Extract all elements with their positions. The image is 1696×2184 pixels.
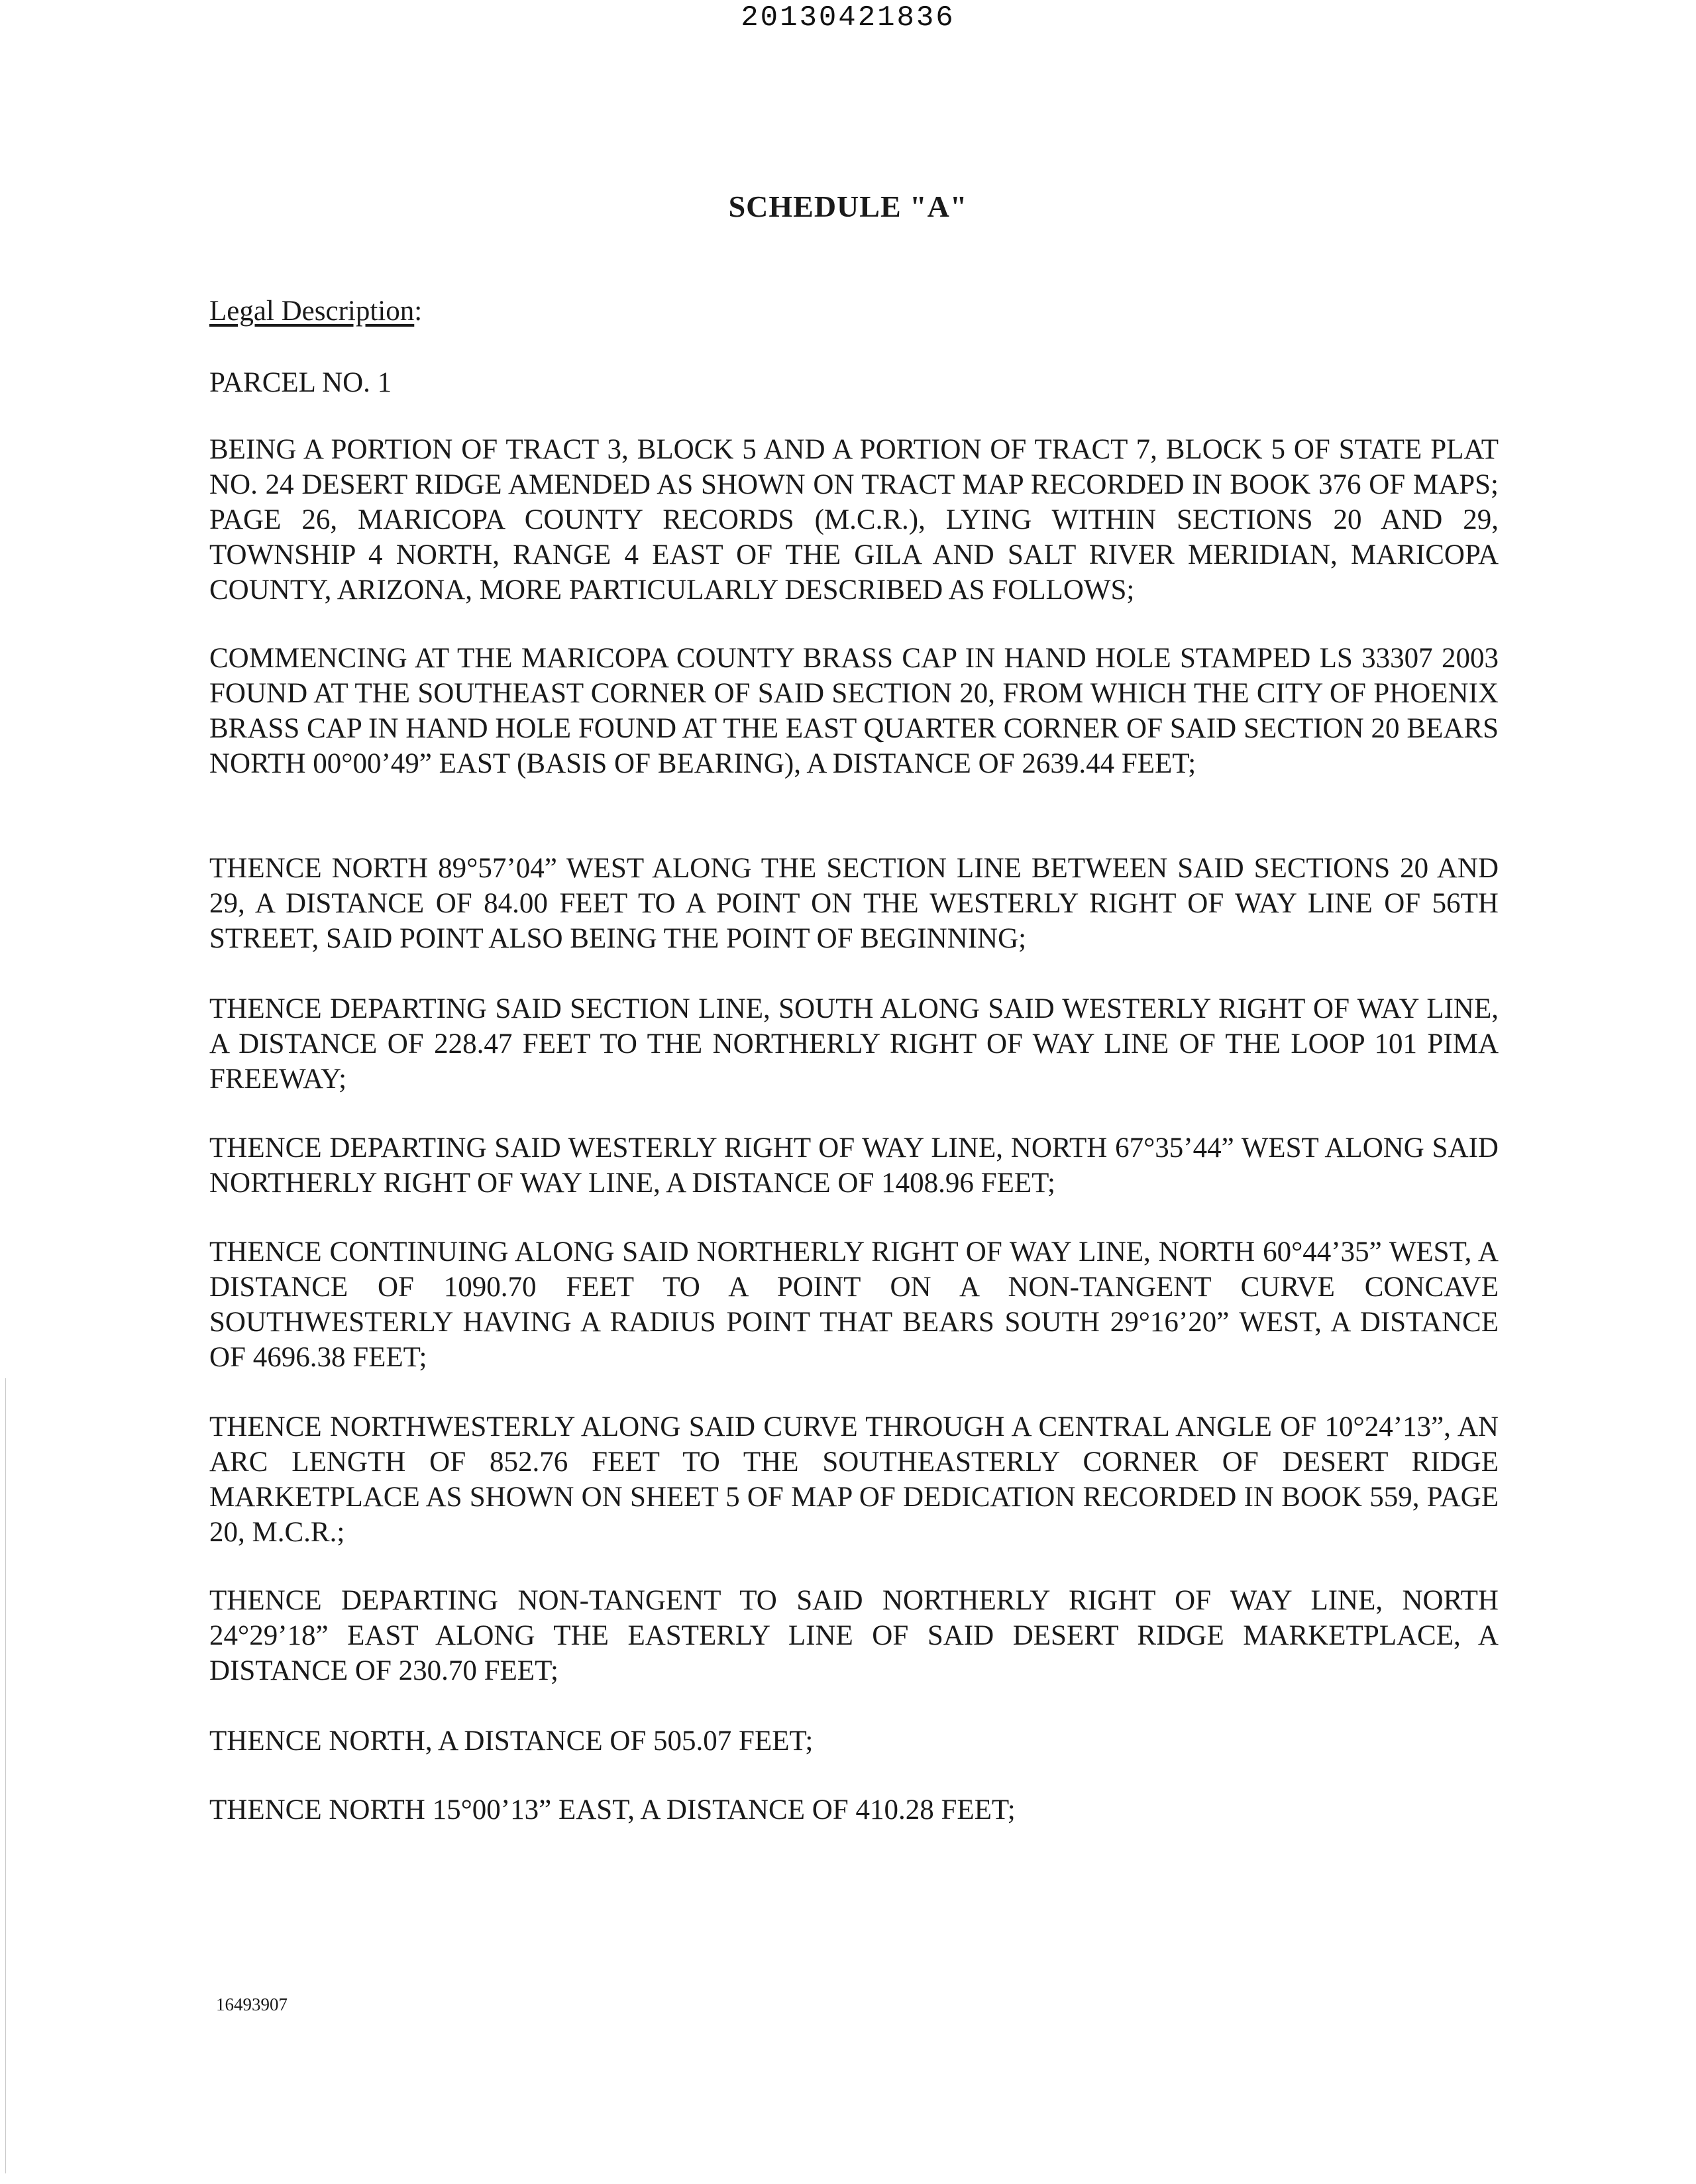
legal-description-colon: : [414, 296, 423, 327]
recording-number: 20130421836 [741, 1, 955, 34]
legal-description-text: Legal Description [209, 296, 415, 327]
paragraph-intro: BEING A PORTION OF TRACT 3, BLOCK 5 AND A PORTION OF TRACT 7, BLOCK 5 OF STATE PLAT NO. 24 DESERT RIDGE AMENDED AS SHOWN ON TRACT MAP RECORDED IN BOOK 376 OF MAPS; PAGE 26, MARICOPA COUNTY RECORDS (M.C.R.), LYING WITHIN SECTIONS 20 AND 29, TOWNSHIP 4 NORTH, RANGE 4 EAST OF THE GILA AND SALT RIVER MERIDIAN, MARICOPA COUNTY, ARIZONA, MORE PARTICULARLY DESCRIBED AS FOLLOWS; [209, 434, 1499, 606]
legal-description-label [209, 295, 422, 327]
paragraph-course-1: THENCE NORTH 89°57’04” WEST ALONG THE SECTION LINE BETWEEN SAID SECTIONS 20 AND 29, A DISTANCE OF 84.00 FEET TO A POINT ON THE WESTERLY RIGHT OF WAY LINE OF 56TH STREET, SAID POINT ALSO BEING THE POINT OF BEGINNING; [209, 853, 1499, 954]
paragraph-course-4: THENCE CONTINUING ALONG SAID NORTHERLY RIGHT OF WAY LINE, NORTH 60°44’35” WEST, A DISTANCE OF 1090.70 FEET TO A POINT ON A NON-TANGENT CURVE CONCAVE SOUTHWESTERLY HAVING A RADIUS POINT THAT BEARS SOUTH 29°16’20” WEST, A DISTANCE OF 4696.38 FEET; [209, 1236, 1499, 1373]
paragraph-course-5: THENCE NORTHWESTERLY ALONG SAID CURVE THROUGH A CENTRAL ANGLE OF 10°24’13”, AN ARC LENGTH OF 852.76 FEET TO THE SOUTHEASTERLY CORNER OF DESERT RIDGE MARKETPLACE AS SHOWN ON SHEET 5 OF MAP OF DEDICATION RECORDED IN BOOK 559, PAGE 20, M.C.R.; [209, 1411, 1499, 1548]
paragraph-course-8: THENCE NORTH 15°00’13” EAST, A DISTANCE OF 410.28 FEET; [209, 1794, 1016, 1826]
paragraph-course-3: THENCE DEPARTING SAID WESTERLY RIGHT OF WAY LINE, NORTH 67°35’44” WEST ALONG SAID NORTHERLY RIGHT OF WAY LINE, A DISTANCE OF 1408.96 FEET; [209, 1132, 1499, 1199]
parcel-heading: PARCEL NO. 1 [209, 367, 392, 398]
footer-document-id: 16493907 [216, 1994, 288, 2014]
paragraph-commencing: COMMENCING AT THE MARICOPA COUNTY BRASS CAP IN HAND HOLE STAMPED LS 33307 2003 FOUND AT THE SOUTHEAST CORNER OF SAID SECTION 20, FROM WHICH THE CITY OF PHOENIX BRASS CAP IN HAND HOLE FOUND AT THE EAST QUARTER CORNER OF SAID SECTION 20 BEARS NORTH 00°00’49” EAST (BASIS OF BEARING), A DISTANCE OF 2639.44 FEET; [209, 643, 1499, 779]
paragraph-course-7: THENCE NORTH, A DISTANCE OF 505.07 FEET; [209, 1725, 814, 1757]
paragraph-course-6: THENCE DEPARTING NON-TANGENT TO SAID NORTHERLY RIGHT OF WAY LINE, NORTH 24°29’18” EAST ALONG THE EASTERLY LINE OF SAID DESERT RIDGE MARKETPLACE, A DISTANCE OF 230.70 FEET; [209, 1585, 1499, 1686]
paragraph-course-2: THENCE DEPARTING SAID SECTION LINE, SOUTH ALONG SAID WESTERLY RIGHT OF WAY LINE, A DISTANCE OF 228.47 FEET TO THE NORTHERLY RIGHT OF WAY LINE OF THE LOOP 101 PIMA FREEWAY; [209, 993, 1499, 1095]
page-title: SCHEDULE "A" [728, 190, 968, 223]
scan-margin-line [5, 1378, 6, 2173]
